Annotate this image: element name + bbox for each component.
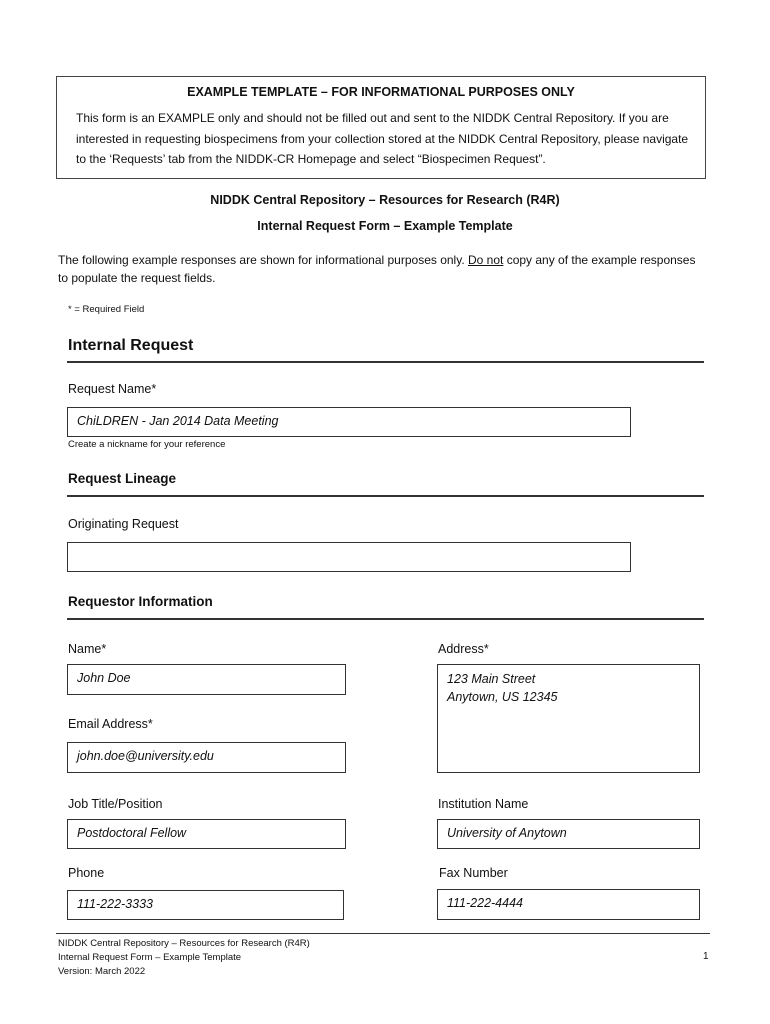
section-divider xyxy=(67,495,704,497)
request-name-hint: Create a nickname for your reference xyxy=(68,439,226,450)
footer-line-1: NIDDK Central Repository – Resources for Research (R4R) xyxy=(58,938,310,949)
section-title-request-lineage: Request Lineage xyxy=(68,471,177,486)
name-label: Name* xyxy=(68,642,107,656)
phone-field[interactable]: 111-222-3333 xyxy=(67,890,344,920)
do-not-emphasis: Do not xyxy=(468,253,504,267)
address-label: Address* xyxy=(438,642,489,656)
form-header-line2: Internal Request Form – Example Template xyxy=(257,219,513,233)
email-field[interactable]: john.doe@university.edu xyxy=(67,742,346,773)
job-title-field[interactable]: Postdoctoral Fellow xyxy=(67,819,346,849)
footer-text xyxy=(58,937,310,979)
section-title-internal-request: Internal Request xyxy=(68,337,194,354)
notice-body: This form is an EXAMPLE only and should not be filled out and sent to the NIDDK Central Repository. If you are interested in requesting biospecimens from your collection stored at the NIDDK Central Repository, please navigate to the ‘Requests’ tab from the NIDDK-CR Homepage and select “Biospecimen Request”. xyxy=(76,111,689,166)
form-header-line1: NIDDK Central Repository – Resources for Research (R4R) xyxy=(210,193,560,207)
email-label: Email Address* xyxy=(68,717,153,731)
fax-field[interactable]: 111-222-4444 xyxy=(437,889,700,920)
section-title-requestor-information: Requestor Information xyxy=(68,594,213,609)
footer-divider xyxy=(56,933,710,934)
footer-line-3: Version: March 2022 xyxy=(58,966,146,977)
request-name-label: Request Name* xyxy=(68,382,157,396)
institution-field[interactable]: University of Anytown xyxy=(437,819,700,849)
footer-line-2: Internal Request Form – Example Template xyxy=(58,952,242,963)
section-divider xyxy=(67,361,704,363)
intro-paragraph: The following example responses are shown for informational purposes only. Do not copy any of the example responses to populate the request fields. xyxy=(58,253,696,285)
example-notice-box xyxy=(56,76,706,179)
fax-label: Fax Number xyxy=(439,866,508,880)
notice-title: EXAMPLE TEMPLATE – FOR INFORMATIONAL PURPOSES ONLY xyxy=(187,85,575,99)
page-number: 1 xyxy=(703,951,709,962)
address-field[interactable] xyxy=(437,664,700,773)
name-field[interactable]: John Doe xyxy=(67,664,346,695)
request-name-field[interactable]: ChiLDREN - Jan 2014 Data Meeting xyxy=(67,407,631,437)
address-line-2: Anytown, US 12345 xyxy=(447,690,558,704)
section-divider xyxy=(67,618,704,620)
originating-request-field[interactable] xyxy=(67,542,631,572)
institution-label: Institution Name xyxy=(438,797,529,811)
required-field-note: * = Required Field xyxy=(68,304,145,315)
address-line-1: 123 Main Street xyxy=(447,672,536,686)
phone-label: Phone xyxy=(68,866,105,880)
originating-request-label: Originating Request xyxy=(68,517,179,531)
job-title-label: Job Title/Position xyxy=(68,797,163,811)
